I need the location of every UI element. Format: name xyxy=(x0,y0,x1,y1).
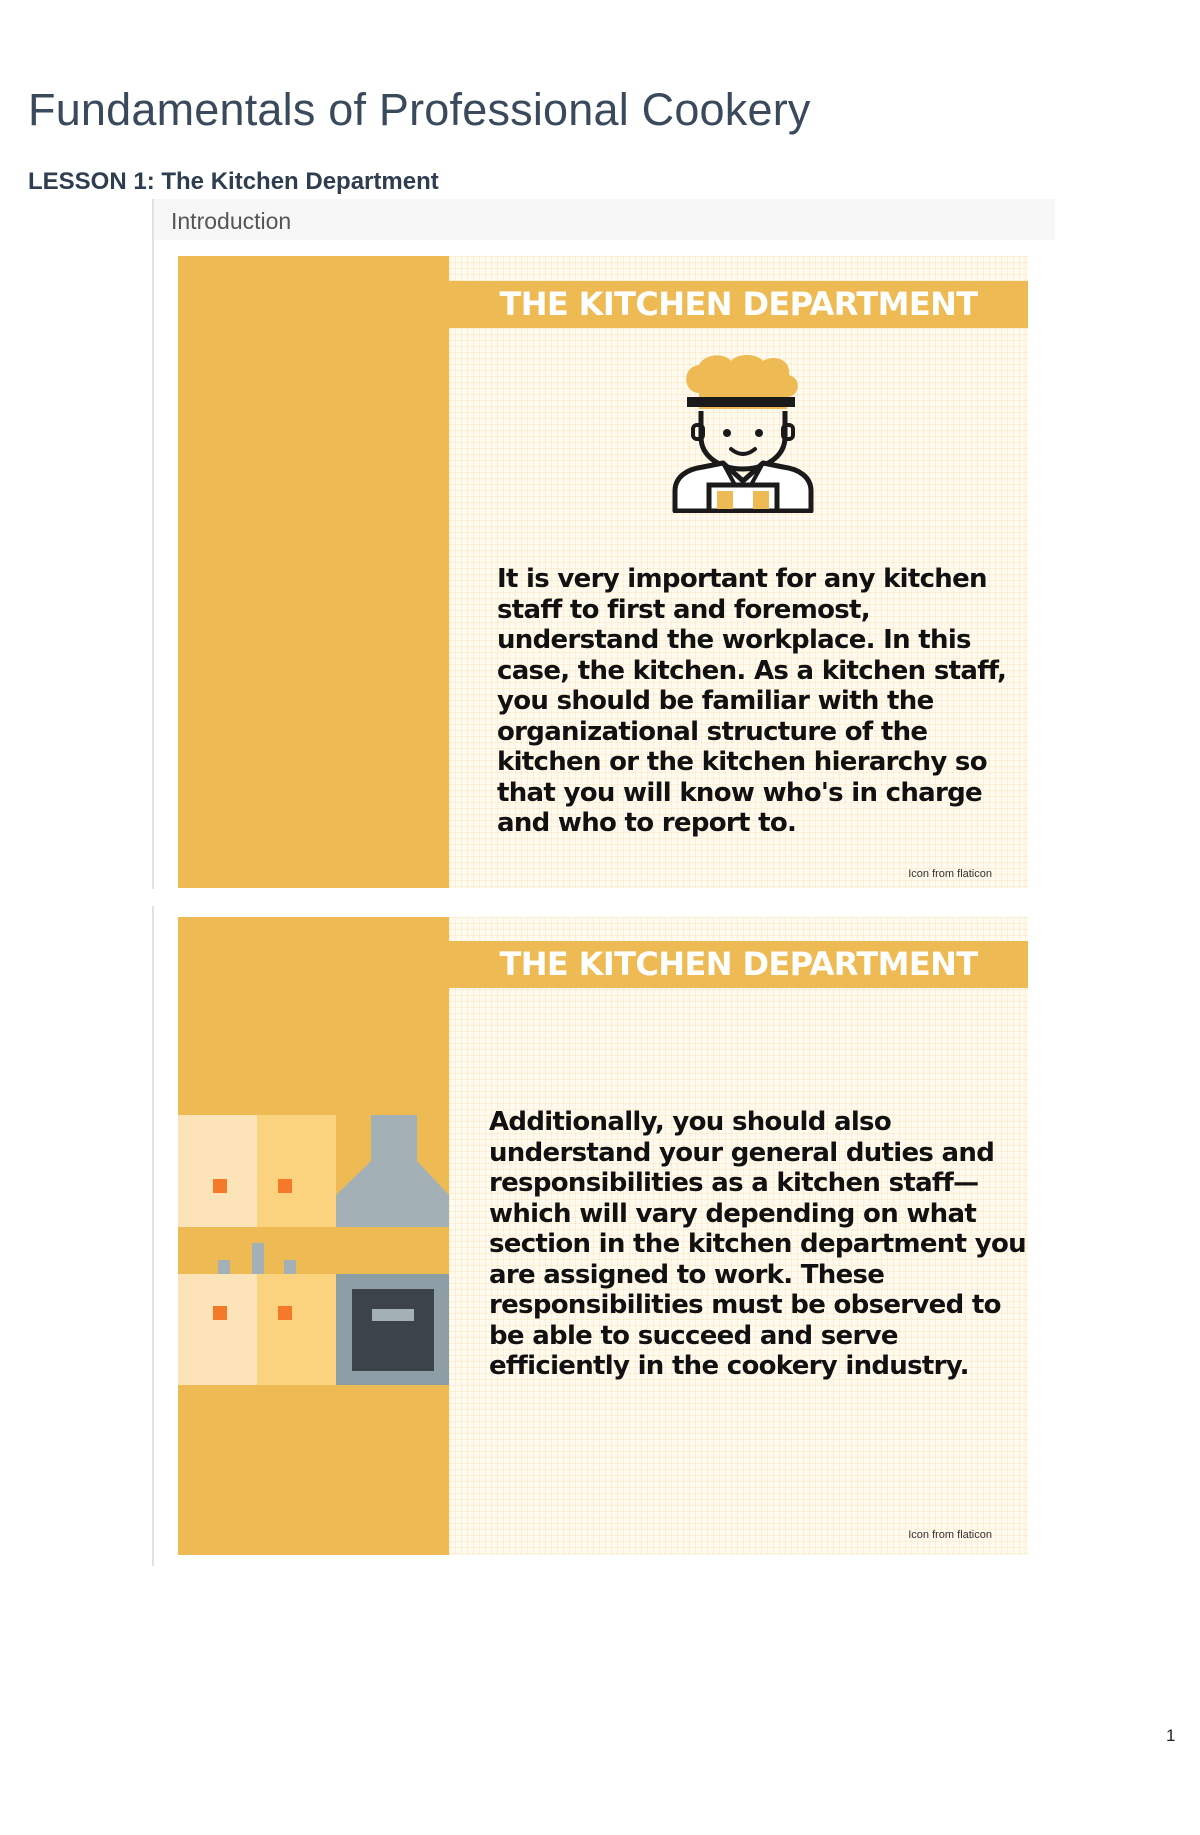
eye-left-shape xyxy=(723,429,731,437)
oven-handle-shape xyxy=(372,1309,414,1321)
cabinet-shape xyxy=(178,1274,257,1385)
utensil-shape xyxy=(284,1260,296,1274)
text-line: staff to first and foremost, xyxy=(497,594,870,625)
text-line: which will vary depending on what xyxy=(489,1198,977,1229)
slide-1-body-text xyxy=(497,564,1007,839)
face-outline-shape xyxy=(701,411,785,469)
chef-icon xyxy=(668,353,820,513)
slide-2-body-text xyxy=(489,1107,1026,1382)
apron-stripe-shape xyxy=(717,491,733,509)
cabinet-knob-shape xyxy=(278,1179,292,1193)
utensil-shape xyxy=(218,1260,230,1274)
cabinet-knob-shape xyxy=(213,1179,227,1193)
smile-shape xyxy=(731,449,755,454)
text-line: and who to report to. xyxy=(497,808,797,838)
text-line: It is very important for any kitchen xyxy=(497,564,987,594)
ear-left-shape xyxy=(693,425,703,439)
cabinet-shape xyxy=(257,1115,336,1227)
slide-2 xyxy=(178,917,1028,1555)
slide-banner: THE KITCHEN DEPARTMENT xyxy=(449,941,1028,988)
hood-chimney-shape xyxy=(371,1115,417,1161)
icon-credit: Icon from flaticon xyxy=(908,1529,992,1541)
eye-right-shape xyxy=(755,429,763,437)
text-line: responsibilities as a kitchen staff— xyxy=(489,1168,979,1198)
text-line: that you will know who's in charge xyxy=(497,777,982,808)
document-title: Fundamentals of Professional Cookery xyxy=(28,84,811,135)
cabinet-shape xyxy=(257,1274,336,1385)
utensil-shape xyxy=(252,1243,264,1274)
icon-credit: Icon from flaticon xyxy=(908,868,992,880)
text-line: Additionally, you should also xyxy=(489,1107,891,1137)
slide-1 xyxy=(178,256,1028,888)
text-line: you should be familiar with the xyxy=(497,686,934,716)
text-line: are assigned to work. These xyxy=(489,1259,885,1290)
apron-stripe-shape xyxy=(753,491,769,509)
slide-left-panel xyxy=(178,256,449,888)
section-left-rule xyxy=(152,906,154,1566)
text-line: kitchen or the kitchen hierarchy so xyxy=(497,747,987,777)
text-line: understand your general duties and xyxy=(489,1137,995,1168)
text-line: responsibilities must be observed to xyxy=(489,1290,1001,1320)
lesson-title: LESSON 1: The Kitchen Department xyxy=(28,168,439,195)
page-number: 1 xyxy=(1166,1726,1176,1745)
ear-right-shape xyxy=(783,425,793,439)
hat-band-shape xyxy=(687,397,795,407)
text-line: case, the kitchen. As a kitchen staff, xyxy=(497,655,1007,686)
cabinet-knob-shape xyxy=(278,1306,292,1320)
text-line: organizational structure of the xyxy=(497,716,928,747)
section-label: Introduction xyxy=(171,208,292,234)
text-line: understand the workplace. In this xyxy=(497,625,971,655)
hood-shape xyxy=(336,1161,449,1227)
text-line: efficiently in the cookery industry. xyxy=(489,1351,969,1381)
text-line: be able to succeed and serve xyxy=(489,1320,898,1351)
cabinet-knob-shape xyxy=(213,1306,227,1320)
kitchen-icon xyxy=(178,1115,449,1385)
oven-door-shape xyxy=(352,1289,434,1371)
text-line: section in the kitchen department you xyxy=(489,1229,1026,1259)
cabinet-shape xyxy=(178,1115,257,1227)
slide-banner: THE KITCHEN DEPARTMENT xyxy=(449,281,1028,328)
section-left-rule xyxy=(152,199,154,889)
